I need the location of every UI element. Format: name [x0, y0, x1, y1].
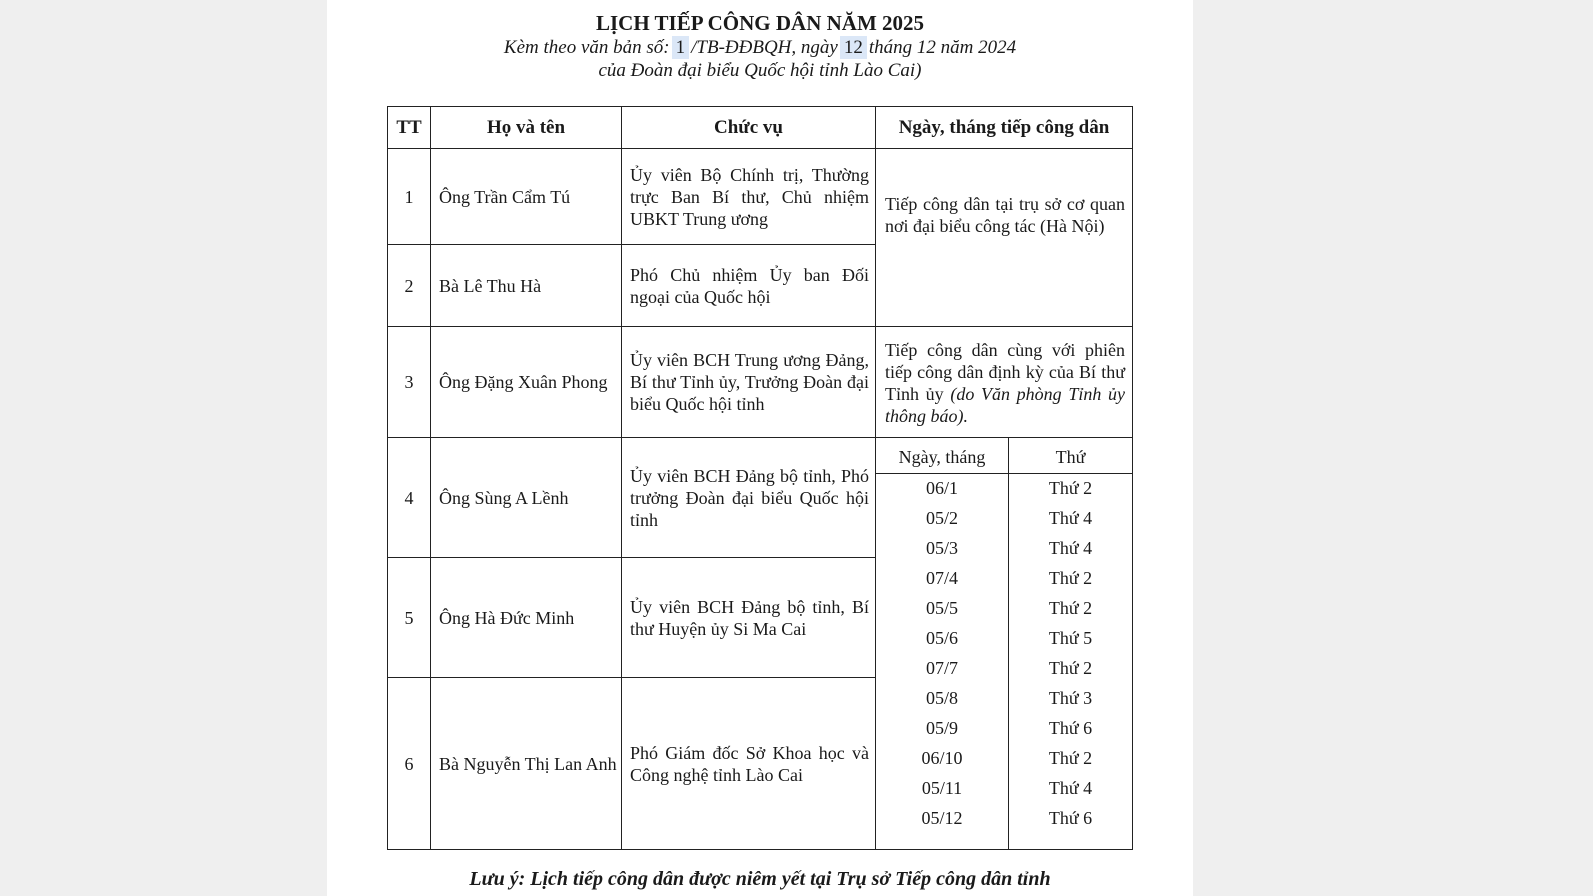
row-5-tt: 5	[404, 607, 414, 628]
doc-day-field: 12	[840, 36, 867, 59]
row-4-tt: 4	[404, 487, 414, 508]
document-title: LỊCH TIẾP CÔNG DÂN NĂM 2025	[595, 11, 925, 35]
schedule-weekday: Thứ 2	[1048, 598, 1093, 618]
row-5-position: Ủy viên BCH Đảng bộ tỉnh, Bí thư Huyện ủy Si Ma Cai	[630, 596, 869, 639]
header-tt: TT	[396, 116, 422, 138]
schedule-date: 05/8	[925, 688, 958, 708]
row-3-position: Ủy viên BCH Trung ương Đảng, Bí thư Tỉnh ủy, Trưởng Đoàn đại biểu Quốc hội tỉnh	[630, 350, 869, 414]
document-subtitle: Kèm theo văn bản số: 1 /TB-ĐĐBQH, ngày 12 tháng 12 năm 2024	[503, 37, 1017, 58]
document-subtitle-line2: của Đoàn đại biểu Quốc hội tỉnh Lào Cai)	[598, 60, 922, 81]
schedule-date: 05/12	[921, 808, 963, 828]
document-header	[327, 10, 1193, 82]
header-date: Ngày, tháng tiếp công dân	[898, 116, 1110, 138]
footer-note: Lưu ý: Lịch tiếp công dân được niêm yết tại Trụ sở Tiếp công dân tỉnh	[469, 868, 1051, 890]
header-position: Chức vụ	[714, 116, 783, 138]
schedule-weekday: Thứ 2	[1048, 478, 1093, 498]
schedule-date: 05/3	[925, 538, 958, 558]
doc-number-field: 1	[672, 36, 690, 59]
row-3-name: Ông Đặng Xuân Phong	[439, 372, 608, 392]
schedule-date: 05/2	[925, 508, 958, 528]
row-2-position: Phó Chủ nhiệm Ủy ban Đối ngoại của Quốc hội	[630, 264, 869, 307]
schedule-date: 07/7	[925, 658, 958, 678]
row-2-name: Bà Lê Thu Hà	[439, 275, 542, 296]
schedule-weekday: Thứ 6	[1048, 808, 1093, 828]
note-rows-1-2: Tiếp công dân tại trụ sở cơ quan nơi đại biểu công tác (Hà Nội)	[885, 194, 1125, 236]
row-5-name: Ông Hà Đức Minh	[439, 607, 575, 628]
row-3-tt: 3	[404, 372, 414, 392]
document-page	[327, 0, 1193, 896]
row-6-tt: 6	[404, 753, 414, 774]
schedule-date: 06/1	[925, 478, 958, 498]
schedule-weekday: Thứ 4	[1048, 778, 1093, 798]
schedule-table	[387, 106, 1133, 850]
row-1-name: Ông Trần Cẩm Tú	[439, 186, 571, 207]
row-4-name: Ông Sùng A Lềnh	[439, 487, 569, 508]
schedule-date: 06/10	[921, 748, 963, 768]
schedule-weekday: Thứ 6	[1048, 718, 1093, 738]
schedule-list	[876, 473, 1132, 849]
row-4-position: Ủy viên BCH Đảng bộ tỉnh, Phó trưởng Đoàn đại biểu Quốc hội tỉnh	[630, 465, 869, 530]
schedule-weekday: Thứ 2	[1048, 568, 1093, 588]
row-1-position: Ủy viên Bộ Chính trị, Thường trực Ban Bí thư, Chủ nhiệm UBKT Trung ương	[630, 164, 869, 229]
schedule-date: 07/4	[925, 568, 958, 588]
row-2-tt: 2	[404, 275, 414, 296]
schedule-weekday: Thứ 4	[1048, 508, 1093, 528]
note-row-3: Tiếp công dân cùng với phiên tiếp công dân định kỳ của Bí thư Tỉnh ủy (do Văn phòng Tỉnh ủy thông báo).	[885, 340, 1126, 426]
schedule-date: 05/6	[925, 628, 958, 648]
row-6-name: Bà Nguyễn Thị Lan Anh	[439, 753, 617, 774]
schedule-weekday: Thứ 5	[1048, 628, 1093, 648]
header-name: Họ và tên	[486, 116, 566, 138]
schedule-header-weekday: Thứ	[1055, 447, 1086, 467]
schedule-header-date: Ngày, tháng	[898, 447, 986, 467]
row-6-position: Phó Giám đốc Sở Khoa học và Công nghệ tỉnh Lào Cai	[630, 742, 869, 785]
schedule-weekday: Thứ 2	[1048, 748, 1093, 768]
row-1-tt: 1	[404, 186, 414, 207]
schedule-date: 05/11	[921, 778, 963, 798]
schedule-date: 05/5	[925, 598, 958, 618]
schedule-weekday: Thứ 2	[1048, 658, 1093, 678]
schedule-weekday: Thứ 3	[1048, 688, 1093, 708]
schedule-date: 05/9	[925, 718, 958, 738]
schedule-weekday: Thứ 4	[1048, 538, 1093, 558]
